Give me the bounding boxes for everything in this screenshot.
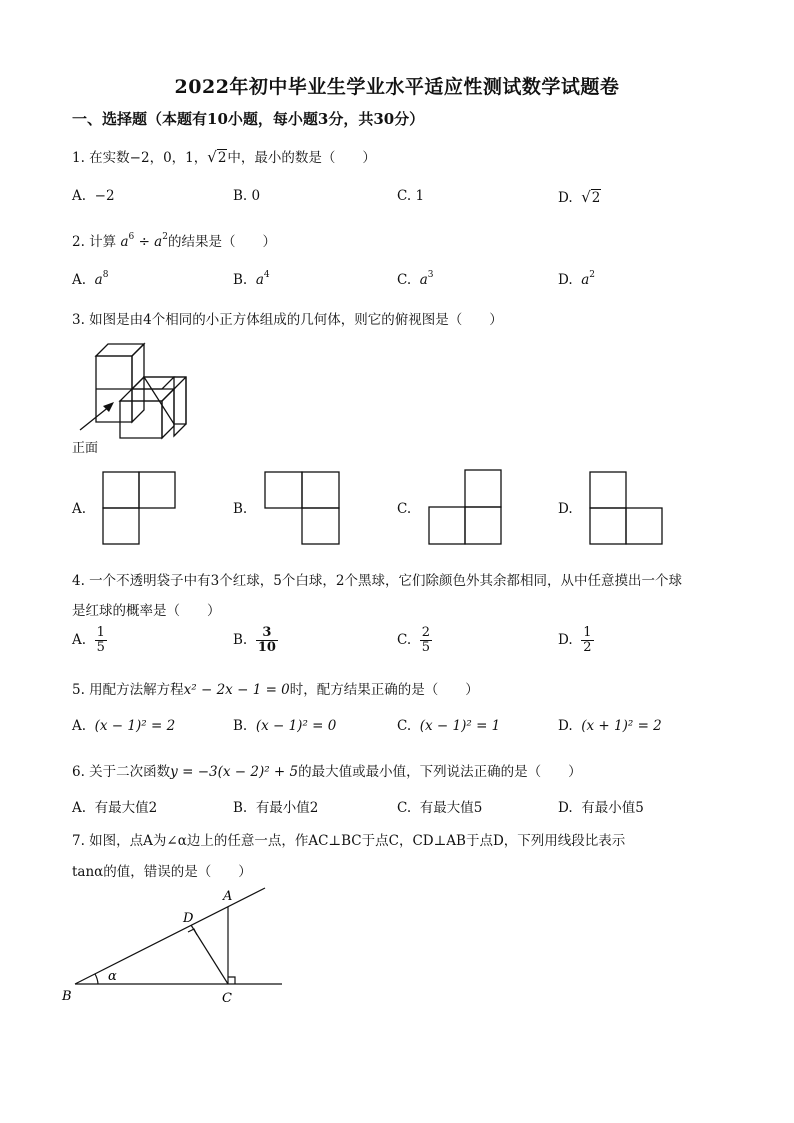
- option-key: C.: [397, 718, 412, 734]
- q1-option-d[interactable]: [558, 188, 601, 206]
- option-text: 有最小值2: [255, 800, 319, 816]
- option-text: 有最大值5: [419, 800, 483, 816]
- denominator: 2: [583, 639, 592, 655]
- option-key: B.: [233, 800, 248, 816]
- question-4-line1: 4. 一个不透明袋子中有3个红球，5个白球，2个黑球，它们除颜色外其余都相同，从中任意摸出一个球: [72, 573, 682, 589]
- sqrt-symbol: √: [581, 188, 591, 206]
- numerator: 1: [96, 625, 105, 640]
- fraction: [581, 626, 593, 654]
- q2-stem-b: 的结果是（ ）: [167, 234, 276, 250]
- q2-exp1: 6: [128, 232, 135, 242]
- option-key: D.: [558, 718, 573, 734]
- option-key: D.: [558, 800, 573, 816]
- question-6: [72, 760, 582, 780]
- q2-base2: a: [154, 234, 163, 250]
- option-exp: 2: [589, 270, 596, 280]
- q4-option-a[interactable]: [72, 626, 107, 654]
- option-text: (x + 1)² = 2: [581, 718, 662, 734]
- option-key: A.: [72, 718, 87, 734]
- option-text: 2: [591, 190, 601, 206]
- option-key: D.: [558, 272, 573, 288]
- label-b: B: [62, 989, 72, 1004]
- q1-option-a[interactable]: [72, 188, 115, 204]
- q1-option-c[interactable]: [397, 188, 424, 204]
- q3-option-c-key[interactable]: C.: [397, 501, 412, 517]
- option-key: C.: [397, 188, 412, 204]
- option-text: (x − 1)² = 0: [255, 718, 337, 734]
- q5-stem-a: 5. 用配方法解方程: [72, 682, 184, 698]
- q2-option-c[interactable]: [397, 272, 434, 288]
- q4-option-b[interactable]: [233, 626, 278, 654]
- fraction: [420, 626, 432, 654]
- q6-option-a[interactable]: [72, 796, 157, 816]
- option-base: a: [419, 272, 428, 288]
- q3-option-d-key[interactable]: D.: [558, 501, 573, 517]
- q3-option-c-shape[interactable]: [428, 469, 502, 545]
- question-3: 3. 如图是由4个相同的小正方体组成的几何体，则它的俯视图是（ ）: [72, 312, 503, 328]
- option-key: B.: [233, 272, 248, 288]
- fraction: [256, 626, 278, 654]
- option-text: 0: [251, 188, 261, 204]
- option-key: C.: [397, 800, 412, 816]
- option-key: A.: [72, 800, 87, 816]
- q6-option-b[interactable]: [233, 796, 318, 816]
- fraction: [95, 626, 107, 654]
- q2-operator: ÷: [138, 234, 150, 250]
- label-alpha: α: [108, 969, 117, 984]
- q4-option-c[interactable]: [397, 626, 432, 654]
- q6-stem-b: 的最大值或最小值，下列说法正确的是（ ）: [298, 764, 582, 780]
- q1-option-b[interactable]: [233, 188, 260, 204]
- option-key: B.: [233, 632, 248, 649]
- q2-exp2: 2: [162, 232, 168, 242]
- q5-option-a[interactable]: [72, 718, 175, 734]
- q5-option-b[interactable]: [233, 718, 336, 734]
- q3-option-d-shape[interactable]: [589, 471, 663, 545]
- denominator: 5: [421, 639, 431, 655]
- q2-option-b[interactable]: [233, 272, 270, 288]
- denominator: 10: [257, 639, 276, 655]
- q6-option-c[interactable]: [397, 796, 482, 816]
- question-4-line2: 是红球的概率是（ ）: [72, 603, 221, 619]
- q3-option-a-shape[interactable]: [102, 471, 176, 545]
- option-key: A.: [72, 188, 87, 204]
- q4-option-d[interactable]: [558, 626, 594, 654]
- question-1: [72, 146, 376, 166]
- q2-option-d[interactable]: [558, 272, 595, 288]
- q5-option-d[interactable]: [558, 718, 662, 734]
- option-text: (x − 1)² = 1: [419, 718, 501, 734]
- option-key: C.: [397, 272, 412, 288]
- option-key: B.: [233, 718, 248, 734]
- option-exp: 4: [263, 270, 270, 280]
- option-text: 有最大值2: [94, 800, 158, 816]
- question-5: [72, 678, 479, 698]
- option-exp: 8: [102, 270, 109, 280]
- triangle-figure: [60, 880, 300, 1010]
- q3-option-b-key[interactable]: B.: [233, 501, 248, 517]
- q5-option-c[interactable]: [397, 718, 500, 734]
- option-exp: 3: [427, 270, 434, 280]
- option-text: 1: [415, 188, 425, 204]
- q3-option-b-shape[interactable]: [264, 471, 340, 545]
- q1-stem-a: 1. 在实数−2，0，1，: [72, 150, 208, 166]
- question-7-line2: tanα的值，错误的是（ ）: [72, 864, 252, 880]
- q6-stem-a: 6. 关于二次函数: [72, 764, 171, 780]
- option-key: D.: [558, 190, 573, 206]
- option-key: C.: [397, 632, 412, 649]
- q5-equation: x² − 2x − 1 = 0: [183, 682, 290, 698]
- q1-stem-b: 中，最小的数是（ ）: [227, 150, 376, 166]
- q1-sqrt-value: 2: [217, 150, 227, 166]
- option-base: a: [581, 272, 590, 288]
- q6-option-d[interactable]: [558, 796, 644, 816]
- option-base: a: [94, 272, 103, 288]
- sqrt-symbol: √: [207, 148, 217, 166]
- denominator: 5: [96, 639, 105, 655]
- front-label: 正面: [72, 441, 99, 456]
- q2-base1: a: [120, 234, 129, 250]
- question-2: [72, 230, 276, 250]
- question-7-line1: 7. 如图，点A为∠α边上的任意一点，作AC⊥BC于点C，CD⊥AB于点D，下列用线段比表示: [72, 833, 626, 849]
- label-c: C: [222, 991, 232, 1006]
- page-title: 2022年初中毕业生学业水平适应性测试数学试题卷: [174, 76, 620, 98]
- label-d: D: [183, 911, 194, 926]
- option-key: A.: [72, 632, 87, 649]
- option-text: −2: [94, 188, 115, 204]
- q6-function: y = −3(x − 2)² + 5: [170, 764, 299, 780]
- option-text: 有最小值5: [581, 800, 644, 816]
- option-key: A.: [72, 272, 87, 288]
- option-key: B.: [233, 188, 248, 204]
- q2-option-a[interactable]: [72, 272, 108, 288]
- q5-stem-b: 时，配方结果正确的是（ ）: [289, 682, 479, 698]
- q3-option-a-key[interactable]: A.: [72, 501, 87, 517]
- numerator: 1: [583, 625, 592, 640]
- option-key: D.: [558, 632, 573, 649]
- numerator: 2: [421, 625, 431, 640]
- numerator: 3: [256, 626, 278, 641]
- q2-stem-a: 2. 计算: [72, 234, 117, 250]
- label-a: A: [223, 889, 233, 904]
- option-base: a: [255, 272, 264, 288]
- option-text: (x − 1)² = 2: [94, 718, 176, 734]
- section-heading: 一、选择题（本题有10小题，每小题3分，共30分）: [72, 110, 425, 128]
